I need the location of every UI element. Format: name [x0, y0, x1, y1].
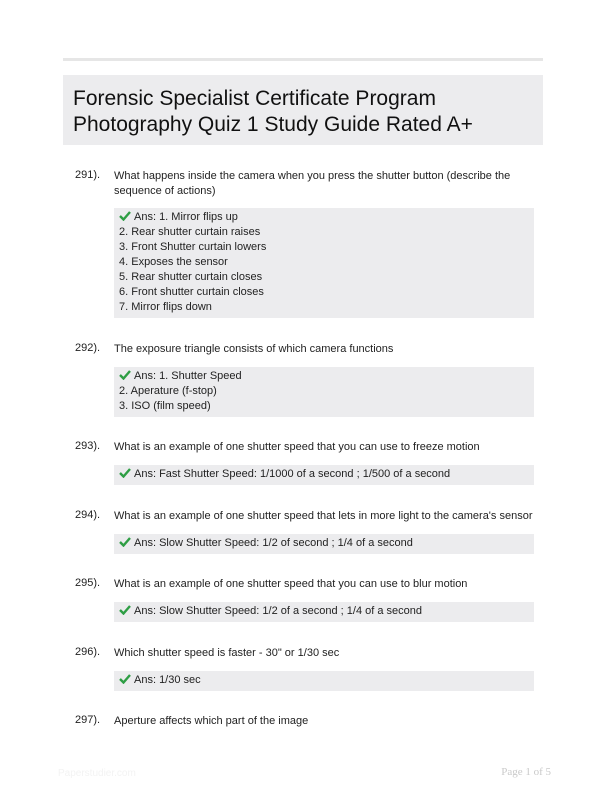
answer-line: Ans: Slow Shutter Speed: 1/2 of a second ; 1/4 of a second [119, 604, 534, 619]
question-text-line: Aperture affects which part of the image [114, 715, 309, 727]
answer-line: Ans: Fast Shutter Speed: 1/1000 of a second ; 1/500 of a second [119, 467, 534, 482]
footer-watermark: Paperstudier.com [58, 768, 136, 779]
answer-box [114, 367, 534, 417]
answer-line: 2. Rear shutter curtain raises [119, 226, 261, 238]
question-number: 292). [75, 342, 101, 354]
answer-line: Ans: 1. Shutter Speed [119, 369, 534, 384]
check-icon [119, 467, 131, 478]
question-text-line: What is an example of one shutter speed that you can use to blur motion [114, 578, 468, 590]
question-number: 294). [75, 509, 101, 521]
question-text [114, 440, 534, 455]
question-number: 295). [75, 577, 101, 589]
check-icon [119, 536, 131, 547]
answer-box [114, 208, 534, 318]
answer-line: 4. Exposes the sensor [119, 256, 228, 268]
question-text-line: What is an example of one shutter speed that lets in more light to the camera's sensor [114, 510, 533, 522]
question-number: 296). [75, 646, 101, 658]
question-text-line: What is an example of one shutter speed that you can use to freeze motion [114, 441, 480, 453]
check-icon [119, 673, 131, 684]
title-box [63, 75, 543, 145]
answer-line: 7. Mirror flips down [119, 301, 212, 313]
question-text [114, 646, 534, 661]
question-text-line: Which shutter speed is faster - 30" or 1/30 sec [114, 647, 340, 659]
page-title-line-1: Forensic Specialist Certificate Program [73, 87, 436, 110]
page-indicator: Page 1 of 5 [501, 766, 551, 778]
question-text [114, 509, 534, 524]
answer-box [114, 534, 534, 554]
answer-box [114, 602, 534, 622]
question-text [114, 169, 534, 199]
question-text [114, 342, 534, 357]
question-text [114, 714, 534, 729]
question-number: 291). [75, 169, 101, 181]
answer-line: Ans: Slow Shutter Speed: 1/2 of second ; 1/4 of a second [119, 536, 534, 551]
question-number: 297). [75, 714, 101, 726]
answer-line: 2. Aperature (f-stop) [119, 385, 217, 397]
answer-box [114, 671, 534, 691]
check-icon [119, 210, 131, 221]
question-text-line: What happens inside the camera when you press the shutter button (describe the [114, 170, 511, 182]
answer-line: 5. Rear shutter curtain closes [119, 271, 263, 283]
page-title-line-2: Photography Quiz 1 Study Guide Rated A+ [73, 113, 473, 136]
check-icon [119, 369, 131, 380]
answer-line: Ans: 1. Mirror flips up [119, 210, 534, 225]
check-icon [119, 604, 131, 615]
answer-line: 3. Front Shutter curtain lowers [119, 241, 267, 253]
answer-line: 3. ISO (film speed) [119, 400, 211, 412]
top-rule [63, 58, 543, 61]
question-text-line: sequence of actions) [114, 185, 216, 197]
question-number: 293). [75, 440, 101, 452]
answer-box [114, 465, 534, 485]
answer-line: Ans: 1/30 sec [119, 673, 534, 688]
question-text-line: The exposure triangle consists of which camera functions [114, 343, 394, 355]
answer-line: 6. Front shutter curtain closes [119, 286, 264, 298]
question-text [114, 577, 534, 592]
